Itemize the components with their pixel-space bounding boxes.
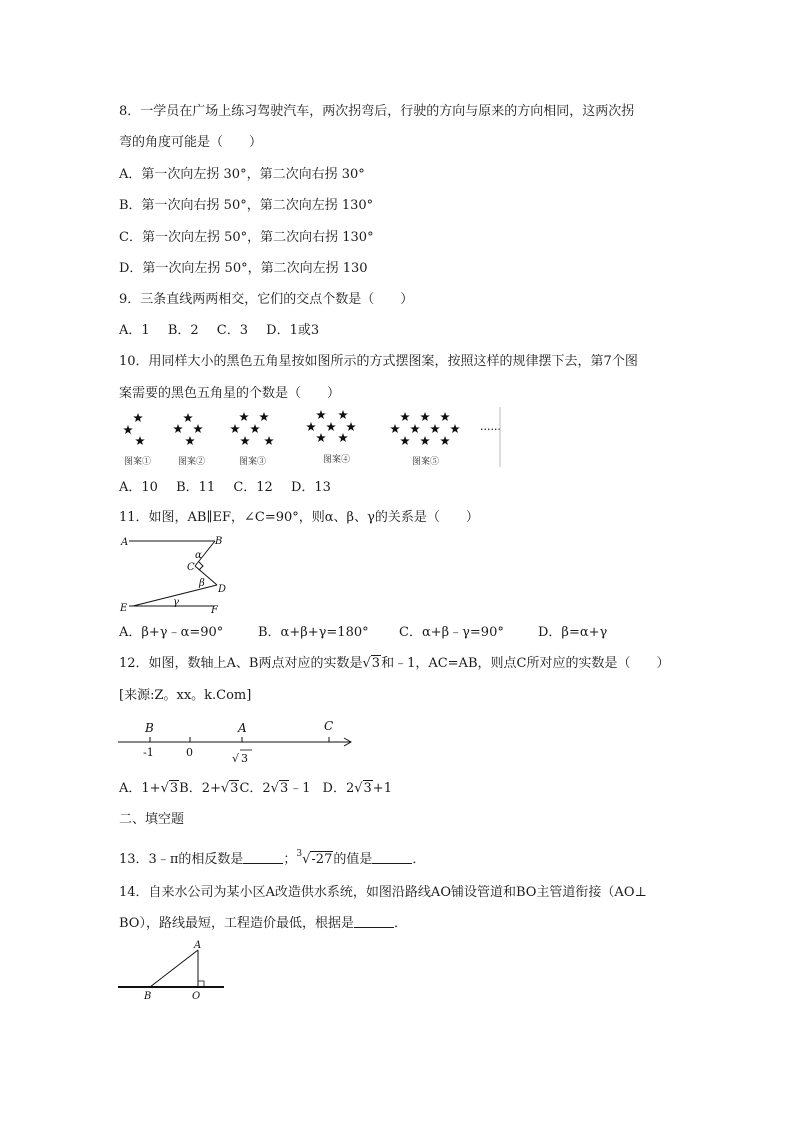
q11-label-d: D [218, 584, 227, 595]
q12-line1-text-a: 12．如图，数轴上A、B两点对应的实数是 [119, 656, 363, 671]
q11-label-alpha: α [195, 550, 202, 561]
q12-label-c: C [324, 719, 334, 733]
q10-option-c: C．12 [233, 480, 273, 495]
pattern-1-label: 图案① [124, 457, 152, 467]
q9-line1: 9．三条直线两两相交，它们的交点个数是（ ） [119, 292, 414, 307]
pattern-3-stars [230, 412, 274, 445]
q12-option-b-prefix: B．2+ [179, 781, 221, 796]
q12-label-a: A [238, 721, 247, 735]
q10-options [119, 480, 345, 496]
q12-source: [来源:Z。xx。k.Com] [119, 688, 252, 703]
q8-option-a: A．第一次向左拐 30°，第二次向右拐 30° [119, 167, 365, 182]
q14-line2-end: ． [393, 916, 407, 931]
q12-option-d-suffix: +1 [372, 781, 392, 796]
q12-label-b: B [145, 721, 154, 735]
q8-option-c: C．第一次向左拐 50°，第二次向右拐 130° [119, 230, 374, 245]
q14-blank[interactable] [354, 916, 394, 928]
pattern-1-stars [123, 413, 145, 445]
q12-tick-minus1: -1 [143, 746, 154, 759]
q13-blank-2[interactable] [372, 852, 412, 864]
q11-label-e: E [120, 603, 128, 614]
q12-option-d-sqrt: √3 [354, 781, 372, 796]
q12-option-b-sqrt: √3 [220, 781, 239, 796]
q13-text-mid: ； [283, 852, 297, 867]
section-title-fill-in: 二、填空题 [119, 812, 185, 827]
q12-line1 [119, 656, 669, 672]
pattern-3-label: 图案③ [239, 457, 267, 467]
q9-option-a: A．1 [119, 323, 150, 338]
q12-tick-sqrt-symbol: √ [232, 752, 240, 765]
pattern-5-label: 图案⑤ [412, 457, 440, 467]
q12-tick-zero: 0 [186, 746, 193, 759]
pattern-2-label: 图案② [178, 457, 206, 467]
number-line-figure [118, 712, 358, 768]
pipeline-figure [118, 938, 228, 1002]
q14-label-o: O [192, 991, 201, 1002]
q9-options [119, 323, 333, 339]
pattern-5-stars [390, 412, 460, 445]
cube-root: √-27 [302, 852, 333, 867]
q10-option-b: B．11 [176, 480, 216, 495]
q12-options [119, 781, 392, 797]
q11-label-a: A [121, 537, 129, 548]
q11-label-gamma: γ [173, 597, 179, 608]
q12-option-c-suffix: ﹣1 [289, 781, 311, 796]
q11-option-d: D．β=α+γ [538, 625, 608, 640]
q14-line1: 14．自来水公司为某小区A改造供水系统，如图沿路线AO铺设管道和BO主管道衔接（AO⊥ [119, 885, 647, 900]
q12-option-c-prefix: C．2 [239, 781, 271, 796]
q12-tick-sqrt-radicand: 3 [241, 752, 248, 765]
q9-option-c: C．3 [216, 323, 248, 338]
pattern-2-stars [173, 413, 203, 445]
q11-option-c: C．α+β﹣γ=90° [399, 625, 504, 640]
q10-line1: 10．用同样大小的黑色五角星按如图所示的方式摆图案，按照这样的规律摆下去，第7个图 [119, 354, 638, 369]
q14-label-a: A [194, 940, 202, 951]
sqrt-three: √3 [362, 656, 381, 671]
q13-blank-1[interactable] [243, 852, 283, 864]
q11-label-f: F [211, 605, 218, 616]
q8-option-d: D．第一次向左拐 50°，第二次向左拐 130 [119, 261, 368, 276]
q12-option-d-prefix: D．2 [322, 781, 355, 796]
q9-option-d: D．1或3 [266, 323, 320, 338]
q11-label-b: B [215, 536, 223, 547]
star-pattern-figure [118, 405, 502, 471]
q9-option-b: B．2 [167, 323, 199, 338]
parallel-lines-figure [115, 532, 235, 616]
q10-option-d: D．13 [290, 480, 331, 495]
cube-root-radicand: -27 [311, 852, 333, 867]
q13-text-post: 的值是 [333, 852, 373, 867]
q11-option-a: A．β+γ﹣α=90° [119, 625, 224, 640]
q8-option-b: B．第一次向右拐 50°，第二次向左拐 130° [119, 198, 374, 213]
pattern-4-label: 图案④ [323, 455, 351, 465]
q11-label-c: C [187, 562, 195, 573]
pattern-4-stars [306, 410, 356, 442]
q8-line1: 8．一学员在广场上练习驾驶汽车，两次拐弯后，行驶的方向与原来的方向相同，这两次拐 [119, 104, 635, 119]
q14-line2 [119, 916, 407, 932]
q10-option-a: A．10 [119, 480, 158, 495]
q10-line2: 案需要的黑色五角星的个数是（ ） [119, 386, 341, 401]
cube-root-index: 3 [296, 849, 303, 859]
q14-line2-text: BO），路线最短，工程造价最低，根据是 [119, 916, 354, 931]
q13-text-end: ． [412, 852, 426, 867]
q11-options [119, 625, 607, 641]
q11-option-b: B．α+β+γ=180° [258, 625, 369, 640]
q12-option-c-sqrt: √3 [270, 781, 289, 796]
q13-text-pre: 13．3﹣π的相反数是 [119, 852, 244, 867]
q12-line1-text-b: 和﹣1，AC=AB，则点C所对应的实数是（ ） [381, 656, 670, 671]
q11-line1: 11．如图，AB∥EF，∠C=90°，则α、β、γ的关系是（ ） [119, 510, 479, 525]
pattern-ellipsis: ······ [480, 423, 501, 436]
q12-option-a-sqrt: √3 [160, 781, 179, 796]
q12-option-a-prefix: A．1+ [119, 781, 161, 796]
q11-label-beta: β [199, 578, 205, 589]
q14-label-b: B [144, 991, 152, 1002]
q13-line [119, 846, 425, 868]
q8-line2: 弯的角度可能是（ ） [119, 135, 263, 150]
sqrt-radicand: 3 [371, 656, 381, 671]
